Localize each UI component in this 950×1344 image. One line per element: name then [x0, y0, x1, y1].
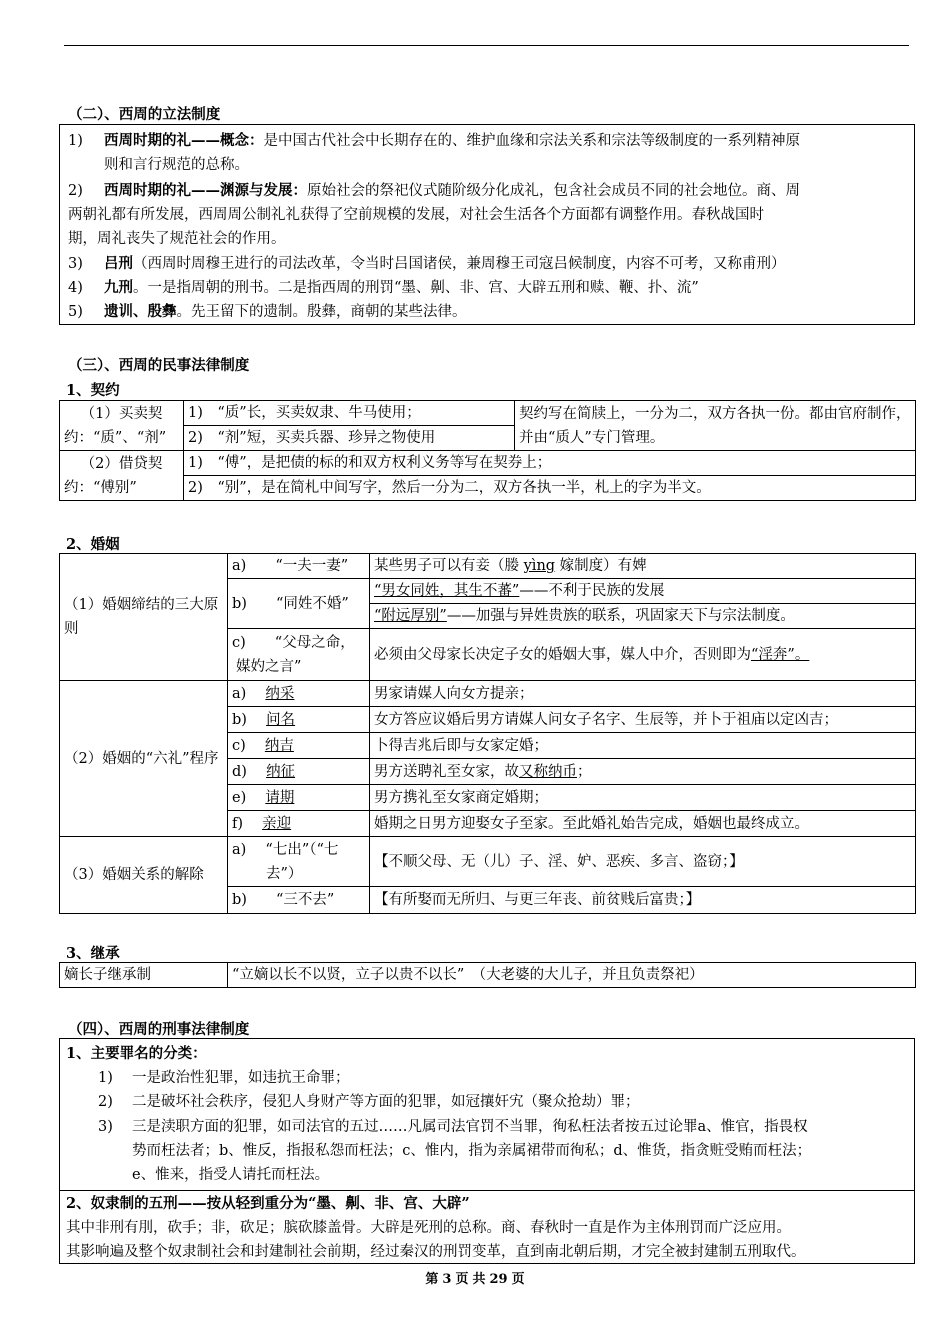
- rite-key: f): [232, 815, 244, 832]
- contract-label: （1）买卖契: [80, 405, 163, 422]
- rite-key: d): [232, 763, 247, 780]
- contract-type-loan: [60, 451, 184, 501]
- crime-item-cont: e、惟来，指受人请托而枉法。: [132, 1167, 330, 1183]
- section-title-legislation: （二）、西周的立法制度: [68, 106, 221, 123]
- item-number: 4): [68, 280, 83, 296]
- rite-desc: [370, 759, 916, 785]
- dissolution-key: b): [232, 892, 247, 908]
- crime-item: 一是政治性犯罪，如违抗王命罪；: [132, 1070, 350, 1086]
- item-text-cont: 两朝礼都有所发展，西周周公制礼礼获得了空前规模的发展，对社会生活各个方面都有调整作用。春秋战国时: [68, 207, 764, 223]
- rite-title: 请期: [265, 789, 295, 806]
- five-punishments-text: 其影响遍及整个奴隶制社会和封建制社会前期，经过秦汉的刑罚变革，直到南北朝后期，才完全被封建制五刑取代。: [66, 1244, 806, 1260]
- five-punishments-text: 其中非刑有刖，砍手；非，砍足；膑砍膝盖骨。大辟是死刑的总称。商、春秋时一直是作为主体刑罚而广泛应用。: [66, 1220, 791, 1236]
- contract-note: 契约写在简牍上，一分为二，双方各执一份。都由官府制作，并由“质人”专门管理。: [515, 401, 916, 451]
- legislation-item-4: [104, 276, 699, 300]
- principle-name: [228, 554, 370, 579]
- subsection-marriage: 2、婚姻: [66, 536, 120, 553]
- legislation-item-2: [104, 179, 800, 203]
- principle-title: “同姓不婚”: [275, 595, 349, 612]
- rite-name: [228, 681, 370, 707]
- inheritance-text: “立嫡以长不以贤，立子以贵不以长” （大老婆的大儿子，并且负责祭祀）: [228, 963, 916, 988]
- desc-text: 嫁制度）有婢: [555, 558, 647, 574]
- desc-text: ——不利于民族的发展: [519, 583, 665, 599]
- item-head: 九刑: [104, 279, 133, 296]
- dissolution-name: [228, 887, 370, 914]
- footer-text: 页: [455, 1272, 469, 1287]
- footer-text: 共: [472, 1272, 486, 1287]
- rite-desc: 男方携礼至女家商定婚期；: [370, 785, 916, 811]
- item-head: 西周时期的礼——渊源与发展：: [104, 182, 307, 199]
- desc-text: 某些男子可以有妾（媵: [374, 558, 524, 574]
- contract-row: 1) “傅”，是把债的标的和双方权利义务等写在契券上；: [184, 451, 916, 476]
- contract-row: 1) “质”长，买卖奴隶、牛马使用；: [184, 401, 515, 426]
- footer-text: 第: [425, 1272, 439, 1287]
- rite-title: 纳吉: [264, 737, 294, 754]
- contract-label: 约：“傅别”: [64, 479, 137, 496]
- inheritance-table: [59, 962, 916, 988]
- page-footer: [0, 1268, 950, 1287]
- marriage-table: [59, 553, 916, 914]
- legislation-item-1: [104, 129, 910, 153]
- legislation-item-5: [104, 300, 467, 324]
- item-head: 吕刑: [104, 255, 133, 272]
- crime-categories-head: 1、主要罪名的分类：: [66, 1045, 207, 1062]
- dissolution-title: “七出”（“七: [265, 841, 339, 858]
- item-number: 2): [68, 183, 83, 199]
- rite-title: 纳采: [265, 685, 295, 702]
- item-head: 西周时期的礼——概念：: [104, 132, 264, 149]
- item-head: 遗训、殷彝: [104, 303, 177, 320]
- item-text: 是中国古代社会中长期存在的、维护血缘和宗法关系和宗法等级制度的一系列精神原: [263, 133, 800, 149]
- item-number: 1): [68, 133, 83, 149]
- legislation-box: [59, 124, 915, 325]
- section-title-civil: （三）、西周的民事法律制度: [68, 357, 250, 374]
- crime-item: 二是破坏社会秩序，侵犯人身财产等方面的犯罪，如冠攘奸宄（聚众抢劫）罪；: [132, 1094, 640, 1110]
- six-rites-label: （2）婚姻的“六礼”程序: [60, 681, 228, 837]
- rite-desc: 婚期之日男方迎娶女子至家。至此婚礼始告完成，婚姻也最终成立。: [370, 811, 916, 837]
- footer-text: 页: [511, 1272, 525, 1287]
- desc-text: 男方送聘礼至女家，故: [374, 763, 519, 780]
- rite-desc: 男家请媒人向女方提亲；: [370, 681, 916, 707]
- principle-title: “父母之命，: [274, 634, 355, 651]
- rite-title: 纳征: [266, 763, 296, 780]
- item-number: 3): [68, 256, 83, 272]
- crime-item-cont: 势而枉法者；b、惟反，指报私怨而枉法；c、惟内，指为亲属裙带而徇私；d、惟货，指贪赃受贿而枉法；: [132, 1143, 812, 1159]
- section-title-criminal: （四）、西周的刑事法律制度: [68, 1021, 250, 1038]
- desc-underlined: “淫奔”。: [751, 646, 810, 663]
- dissolution-desc: 【不顺父母、无（儿）子、淫、妒、恶疾、多言、盗窃；】: [370, 837, 916, 887]
- contract-label: 约：“质”、“剂”: [64, 429, 167, 446]
- dissolution-label: （3）婚姻关系的解除: [60, 837, 228, 914]
- subsection-contract: 1、契约: [66, 382, 120, 399]
- item-text: 。一是指周朝的刑书。二是指西周的刑罚“墨、劓、非、宫、大辟五刑和赎、鞭、扑、流”: [133, 280, 699, 296]
- dissolution-name: [228, 837, 370, 887]
- marriage-principles-label: （1）婚姻缔结的三大原则: [60, 554, 228, 681]
- page-number: 3: [442, 1272, 452, 1287]
- desc-text: ；: [577, 763, 592, 780]
- inheritance-label: 嫡长子继承制: [60, 963, 228, 988]
- principle-key: a): [232, 558, 247, 574]
- subsection-inheritance: 3、继承: [66, 945, 120, 962]
- dissolution-title: 去”）: [266, 865, 303, 882]
- principle-desc: [370, 604, 916, 629]
- contract-type-sale: [60, 401, 184, 451]
- rite-key: b): [232, 711, 247, 728]
- principle-title: 媒妁之言”: [236, 658, 302, 675]
- principle-key: c): [232, 634, 246, 651]
- item-number: 5): [68, 304, 83, 320]
- contract-label: （2）借贷契: [80, 455, 163, 472]
- contract-row: 2) “别”，是在简札中间写字，然后一分为二，双方各执一半，札上的字为半文。: [184, 476, 916, 501]
- item-number: 1): [98, 1070, 113, 1086]
- item-text-cont: 则和言行规范的总称。: [104, 157, 249, 173]
- item-text: （西周时周穆王进行的司法改革，令当时吕国诸侯，兼周穆王司寇吕候制度，内容不可考，又称甫刑）: [133, 256, 786, 272]
- item-text-cont: 期，周礼丧失了规范社会的作用。: [68, 231, 286, 247]
- rite-key: c): [232, 737, 246, 754]
- dissolution-desc: 【有所娶而无所归、与更三年丧、前贫贱后富贵；】: [370, 887, 916, 914]
- item-number: 3): [98, 1119, 113, 1135]
- five-punishments-head: 2、奴隶制的五刑——按从轻到重分为“墨、劓、非、宫、大辟”: [66, 1195, 470, 1212]
- principle-name: [228, 579, 370, 629]
- principle-title: “一夫一妻”: [275, 558, 349, 574]
- legislation-item-3: [104, 252, 786, 276]
- rite-key: e): [232, 789, 247, 806]
- rite-name: [228, 811, 370, 837]
- rite-title: 问名: [266, 711, 296, 728]
- contract-row: 2) “剂”短，买卖兵器、珍异之物使用: [184, 426, 515, 451]
- total-pages: 29: [489, 1272, 508, 1287]
- item-text: 原始社会的祭祀仪式随阶级分化成礼，包含社会成员不同的社会地位。商、周: [307, 183, 800, 199]
- contract-table: [59, 400, 916, 501]
- rite-title: 亲迎: [262, 815, 292, 832]
- rite-desc: 卜得吉兆后即与女家定婚；: [370, 733, 916, 759]
- dissolution-title: “三不去”: [275, 892, 335, 908]
- header-rule: [64, 45, 909, 46]
- crime-item: 三是渎职方面的犯罪，如司法官的五过……凡属司法官罚不当罪，徇私枉法者按五过论罪a、惟官，指畏权: [132, 1119, 808, 1135]
- desc-underlined: “男女同姓，其生不蕃”: [374, 583, 520, 599]
- rite-name: [228, 707, 370, 733]
- desc-text: 必须由父母家长决定子女的婚姻大事，媒人中介，否则即为: [374, 646, 751, 663]
- principle-key: b): [232, 595, 247, 612]
- principle-desc: [370, 629, 916, 681]
- desc-underlined: “附远厚别”: [374, 608, 447, 624]
- desc-underlined: yìng: [523, 558, 556, 574]
- item-number: 2): [98, 1094, 113, 1110]
- rite-desc: 女方答应议婚后男方请媒人问女子名字、生辰等，并卜于祖庙以定凶吉；: [370, 707, 916, 733]
- principle-desc: [370, 554, 916, 579]
- desc-underlined: 又称纳币: [519, 763, 577, 780]
- criminal-box: [59, 1038, 915, 1264]
- item-text: 。先王留下的遗制。殷彝，商朝的某些法律。: [176, 304, 467, 320]
- principle-name: [228, 629, 370, 681]
- rite-key: a): [232, 685, 247, 702]
- principle-desc: [370, 579, 916, 604]
- rite-name: [228, 733, 370, 759]
- rite-name: [228, 785, 370, 811]
- dissolution-key: a): [232, 841, 247, 858]
- rite-name: [228, 759, 370, 785]
- divider: [60, 1190, 914, 1191]
- desc-text: ——加强与异姓贵族的联系，巩固家天下与宗法制度。: [446, 608, 795, 624]
